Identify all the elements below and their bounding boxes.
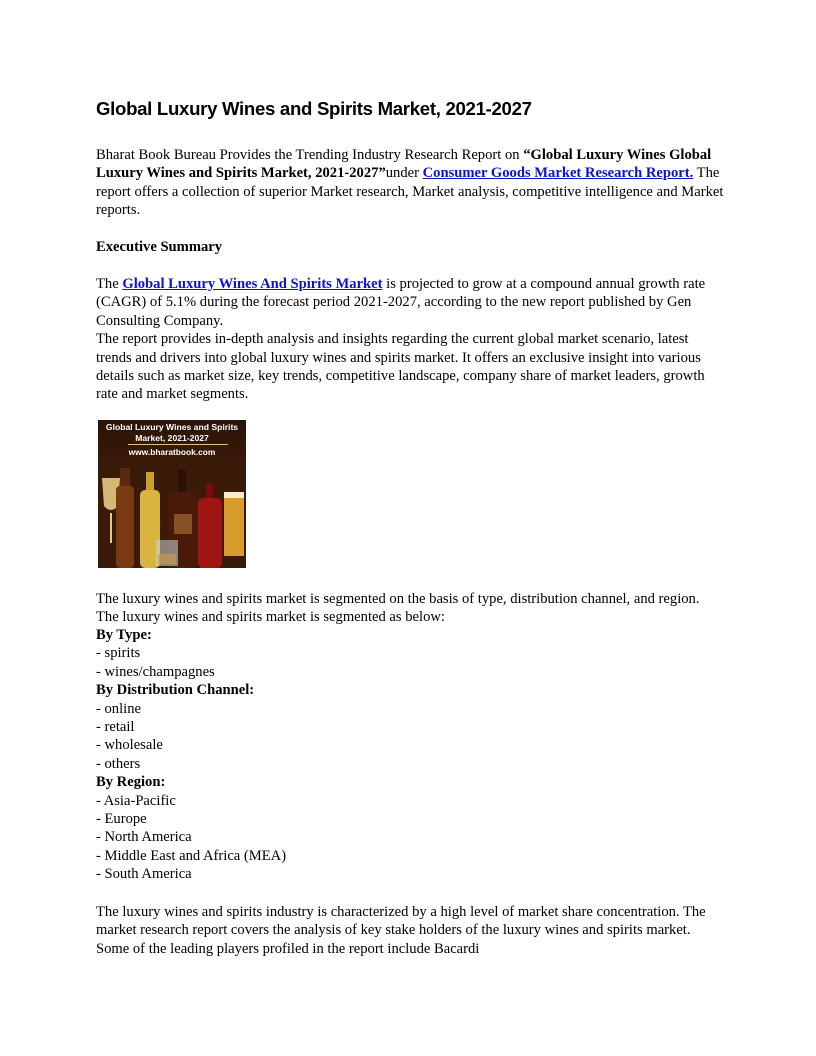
list-item: - South America [96,866,192,883]
intro-text-b: under [385,165,423,182]
by-channel-heading: By Distribution Channel: [96,682,255,699]
segment-list [96,626,724,884]
exec-text-p2: The report provides in-depth analysis and insights regarding the current global market scenario, latest trends and drivers into global luxury wines and spirits market. It offers an exclusive insight into various details such as market size, key trends, competitive landscape, company share of market leaders, growth rate and market segments. [96,331,705,403]
intro-paragraph [96,146,724,220]
executive-summary-paragraph [96,275,724,404]
list-item: - wines/champagnes [96,663,215,680]
list-item: - online [96,700,141,717]
list-item: - retail [96,719,135,736]
cover-title-line2: Market, 2021-2027 [135,432,209,443]
cover-title-line1: Global Luxury Wines and Spirits [105,422,239,432]
by-type-heading: By Type: [96,627,152,643]
cover-url: www.bharatbook.com [128,447,216,457]
beer-glass-icon [224,496,244,556]
intro-report-name: “Global Luxury Wines Global Luxury Wines and Spirits Market, 2021-2027” [96,147,712,182]
cover-title [98,422,246,443]
bottle-icon [198,498,222,568]
closing-paragraph: The luxury wines and spirits industry is characterized by a high level of market share concentration. The market research report covers the analysis of key stake holders of the luxury wines and spirits market. Some of the leading players profiled in the report include Bacardi [96,904,706,957]
cover-divider [128,444,228,445]
consumer-goods-link[interactable]: Consumer Goods Market Research Report. [422,165,694,182]
page-title: Global Luxury Wines and Spirits Market, 2021-2027 [96,98,532,119]
list-item: - Europe [96,811,147,828]
intro-text-a: Bharat Book Bureau Provides the Trending Industry Research Report on [96,147,524,163]
exec-text-b: is projected to grow at a compound annual growth rate (CAGR) of 5.1% during the forecast period 2021-2027, according to the new report published by Gen Consulting Company. [96,276,706,329]
bottles-illustration [98,458,246,568]
executive-summary-heading [96,238,724,256]
list-item: - Middle East and Africa (MEA) [96,847,287,864]
exec-text-a: The [96,276,123,292]
list-item: - wholesale [96,737,163,754]
list-item: - spirits [96,645,141,662]
list-item: - North America [96,829,192,846]
list-item: - others [96,755,141,772]
segment-intro-paragraph: The luxury wines and spirits market is segmented on the basis of type, distribution channel, and region. The luxury wines and spirits market is segmented as below: [96,591,700,626]
executive-summary-label: Executive Summary [96,239,223,255]
bottle-icon [116,486,134,568]
report-cover-image [98,420,246,568]
by-region-heading: By Region: [96,774,166,791]
intro-text-c: The report offers a collection of superior Market research, Market analysis, competitive intelligence and Market reports. [96,165,724,219]
market-link[interactable]: Global Luxury Wines And Spirits Market [122,276,383,292]
list-item: - Asia-Pacific [96,792,176,809]
